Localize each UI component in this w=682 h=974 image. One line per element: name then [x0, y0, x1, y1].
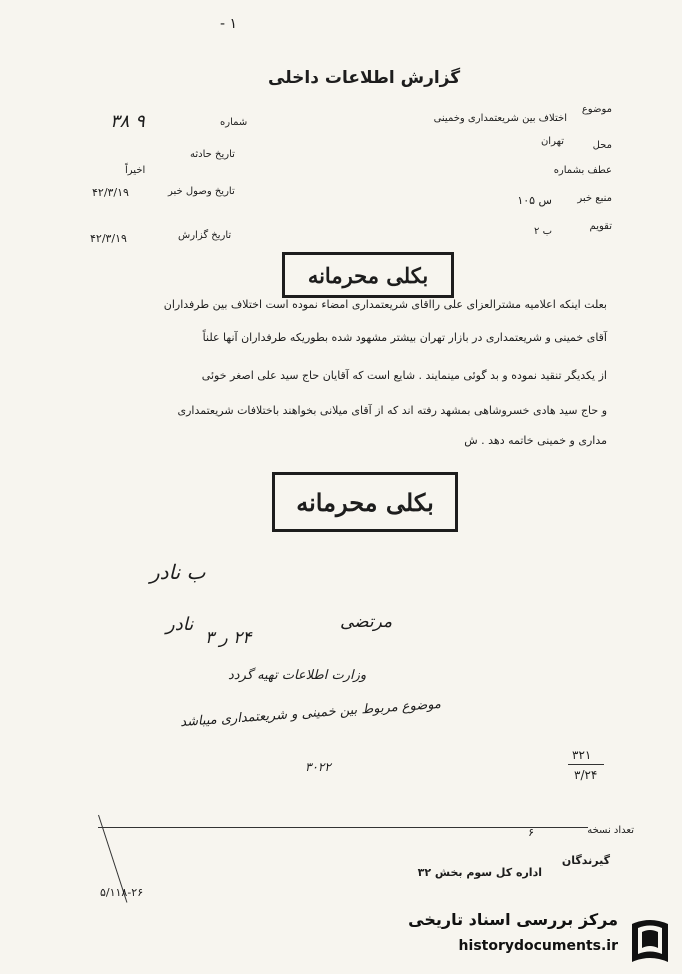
subject-value: اختلاف بین شریعتمداری وخمینی	[433, 113, 567, 124]
watermark	[382, 908, 678, 972]
archive-logo-icon	[628, 914, 674, 966]
fraction-top: ۳۲۱	[572, 748, 592, 762]
handwritten-date: ۲۴ ر ۳	[205, 628, 252, 648]
rating-label: تقویم	[589, 221, 612, 232]
confidential-stamp-top-text: بکلی محرمانه	[307, 262, 429, 288]
copies-value: ۶	[528, 826, 534, 839]
handwritten-line-2: موضوع مربوط بین خمینی و شریعتمداری میباشد	[179, 696, 442, 731]
receipt-date-label: تاریخ وصول خبر	[168, 186, 235, 197]
report-title: گزارش اطلاعات داخلی	[268, 68, 461, 88]
location-value: تهران	[540, 136, 564, 147]
fraction-bottom: ۳/۲۴	[574, 768, 598, 782]
body-line-3: از یکدیگر تنقید نموده و بد گوئی مینمایند . شایع است که آقایان حاج سید علی اصغر خوئی	[201, 369, 607, 382]
subject-label: موضوع	[581, 104, 612, 115]
page-number: ۱ -	[220, 16, 238, 32]
location-label: محل	[592, 140, 612, 151]
rating-value: ب ۲	[534, 226, 552, 237]
fraction-bar	[568, 764, 604, 765]
handwritten-signature: مرتضی	[340, 612, 393, 632]
number-label: شماره	[220, 117, 248, 128]
body-line-2: آقای خمینی و شریعتمداری در بازار تهران بیشتر مشهود شده بطوریکه طرفداران آنها علناً	[202, 331, 607, 344]
handwritten-note-2: نادر	[166, 614, 194, 635]
recipients-label: گیرندگان	[561, 854, 610, 867]
number-value: ۹ ۳۸	[110, 111, 145, 132]
incident-date-label: تاریخ حادثه	[190, 149, 235, 160]
stamp-number: ۳۰۲۲	[305, 760, 331, 774]
copies-label: تعداد نسخه	[587, 825, 634, 836]
confidential-stamp-bottom	[272, 472, 458, 532]
source-label: منبع خبر	[577, 193, 612, 204]
recipients-value: اداره کل سوم بخش ۳۲	[417, 866, 542, 879]
archive-code: ۵/۱۱۸-۲۶	[100, 886, 144, 899]
handwritten-line-1: وزارت اطلاعات تهیه گردد	[228, 668, 367, 683]
confidential-stamp-bottom-text: بکلی محرمانه	[296, 487, 434, 517]
body-line-5: مداری و خمینی خاتمه دهد . ش	[464, 434, 607, 447]
body-line-4: و حاج سید هادی خسروشاهی بمشهد رفته اند که از آقای میلانی بخواهند باختلافات شریعتمداری	[177, 404, 607, 417]
watermark-name: مرکز بررسی اسناد تاریخی	[408, 910, 618, 929]
footer-divider	[98, 827, 588, 828]
watermark-url: historydocuments.ir	[458, 938, 618, 954]
report-date-value: ۴۲/۳/۱۹	[90, 232, 127, 245]
receipt-date-value: ۴۲/۳/۱۹	[92, 186, 129, 199]
report-date-label: تاریخ گزارش	[178, 230, 232, 241]
source-value: س ۱۰۵	[517, 194, 552, 207]
reference-label: عطف بشماره	[553, 165, 612, 176]
incident-date-value: اخیراً	[125, 165, 146, 176]
handwritten-note-1: ب نادر	[150, 560, 206, 584]
confidential-stamp-top	[282, 252, 454, 298]
body-line-1: بعلت اینکه اعلامیه مشترالعزای علی رااقای شریعتمداری امضاء نموده است اختلاف بین طرفداران	[163, 298, 607, 311]
